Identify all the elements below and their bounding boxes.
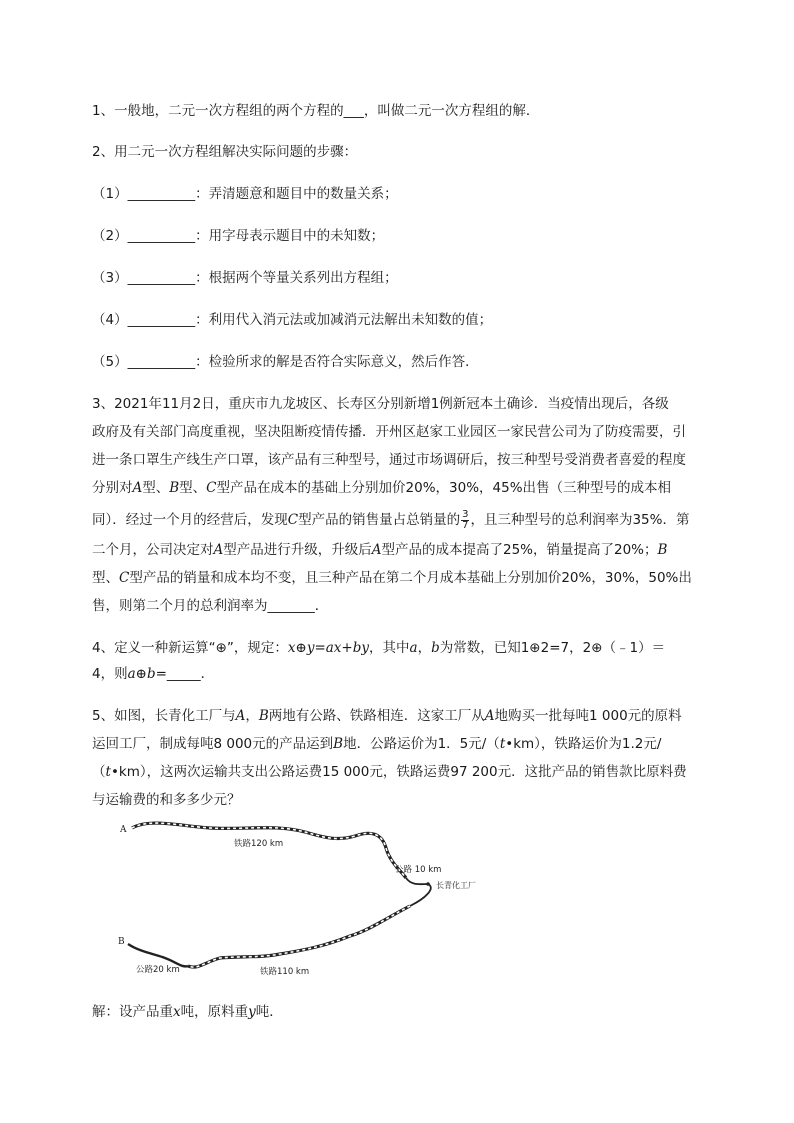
question-2-step: （1）__________：弄清题意和题目中的数量关系；	[92, 186, 398, 202]
question-2-title: 2、用二元一次方程组解决实际问题的步骤：	[92, 144, 358, 160]
route-map-figure	[110, 812, 476, 982]
point-b-label: B	[118, 937, 125, 947]
solution-line: 解：设产品重x吨，原料重y吨．	[92, 1004, 283, 1020]
question-1: 1、一般地，二元一次方程组的两个方程的___，叫做二元一次方程组的解．	[92, 103, 540, 119]
railway-110-label: 铁路110 km	[260, 967, 310, 977]
question-2-step: （2）__________：用字母表示题目中的未知数；	[92, 228, 385, 244]
railway-a-route	[132, 823, 406, 878]
railway-120-label: 铁路120 km	[234, 839, 284, 849]
question-2-step: （5）__________：检验所求的解是否符合实际意义，然后作答．	[92, 354, 479, 370]
road-b-route	[128, 944, 188, 966]
railway-a-route-ties	[132, 823, 406, 878]
road-a-route	[406, 878, 428, 884]
road-10-label: 公路 10 km	[395, 865, 442, 875]
question-2-step: （4）__________：利用代入消元法或加减消元法解出未知数的值；	[92, 312, 493, 328]
point-a-label: A	[120, 825, 127, 835]
question-2-step: （3）__________：根据两个等量关系列出方程组；	[92, 270, 398, 286]
road-factory-route	[410, 884, 431, 906]
railway-b-route-ties	[188, 906, 410, 967]
fraction: $\frac{3}{7}$	[462, 508, 469, 531]
road-20-label: 公路20 km	[136, 965, 180, 975]
document-page: 1、一般地，二元一次方程组的两个方程的___，叫做二元一次方程组的解． 2、用二元一次方程组解决实际问题的步骤： （1）__________：弄清题意和题目中的数量关系； （2）__________：用字母表示题目中的未知数； （3）__________：根据两个等量关系列出方程组； （4）__________：利用代入消元法或加减消元法解出未知数的值； （5）__________：检验所求的解是否符合实际意义，然后作答． 3、2021年11月2日，重庆市九龙坡区、长寿区分别新增1例新冠本土确诊．当疫情出现后，各级 政府及有关部门高度重视，坚决阻断疫情传播．开州区赵家工业园区一家民营公司为了防疫需要，引 进一条口罩生产线生产口罩，该产品有三种型号，通过市场调研后，按三种型号受消费者喜爱的程度 分别对A型、B型、C型产品在成本的基础上分别加价20%，30%，45%出售（三种型号的成本相 同）．经过一个月的经营后，发现C型产品的销售量占总销量的 $\frac{3}{7}$ ，且三种型号的总利润率为35%．第 二个月，公司决定对A型产品进行升级，升级后A型产品的成本提高了25%，销量提高了20%；B 型、C型产品的销量和成本均不变，且三种产品在第二个月成本基础上分别加价20%，30%，50%出 售，则第二个月的总利润率为_______． 4、定义一种新运算“⊕”，规定：x⊕y=ax+by，其中a，b为常数，已知1⊕2=7，2⊕（﹣1）＝ 4，则a⊕b=_____． 5、如图，长青化工厂与A，B两地有公路、铁路相连．这家工厂从A地购买一批每吨1 000元的原料 运回工厂，制成每吨8 000元的产品运到B地．公路运价为1．5元/（t•km），铁路运价为1.2元/ （t•km），这两次运输共支出公路运费15 000元，铁路运费97 200元．这批产品的销售款比原料费 与运输费的和多多少元？ A B 铁路120 km 公路 10 km 长青化工厂 公路20 km 铁路110 km 解：设产品重x吨，原料重y吨．	[0, 0, 794, 1123]
factory-label: 长青化工厂	[436, 881, 476, 890]
